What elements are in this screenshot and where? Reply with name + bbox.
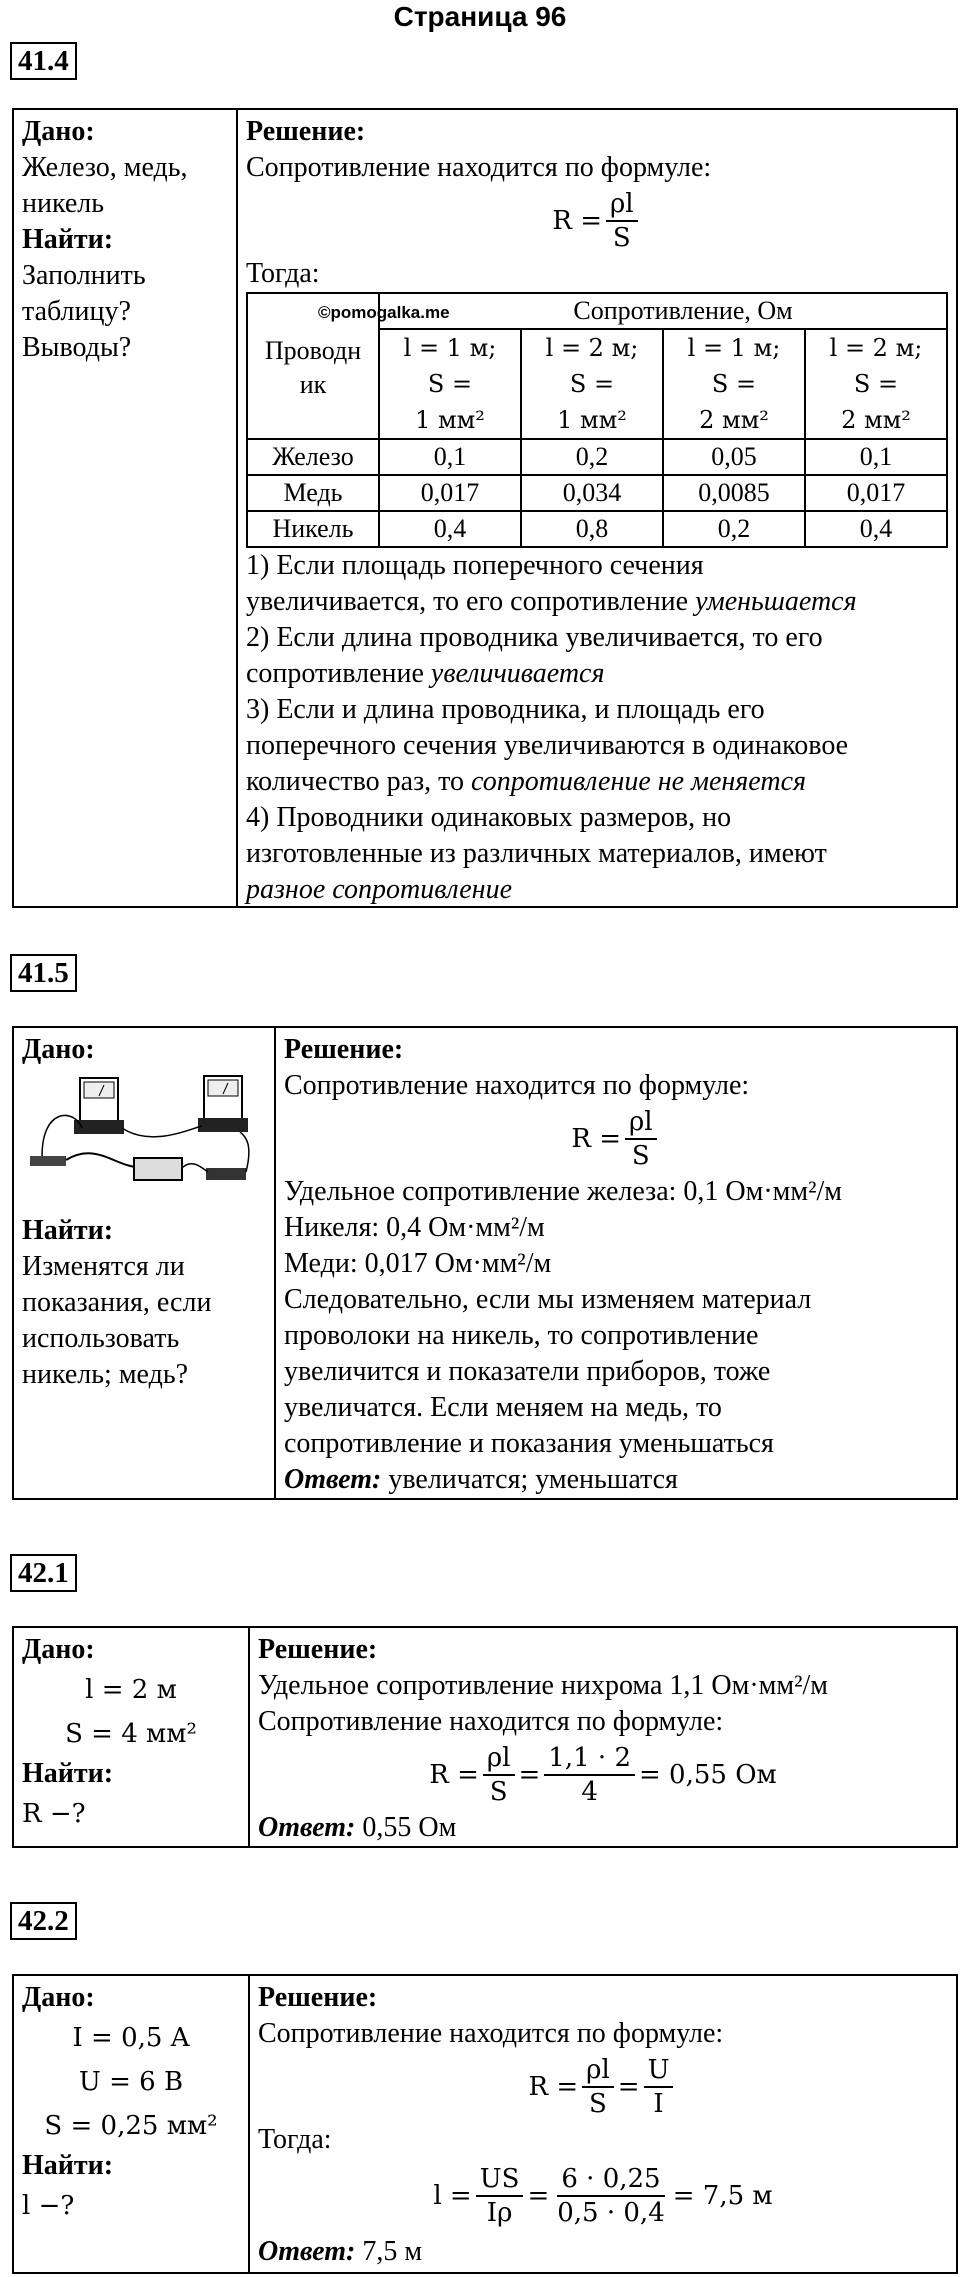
table-cell: 0,0085 [663,475,805,511]
conclusion-3-cont: поперечного сечения увеличиваются в одинаковое [246,730,849,761]
resistance-formula: R = $\frac{\rho l}{S}$ = $\frac{U}{I}$ [258,2052,948,2122]
circuit-illustration [22,1068,252,1208]
find-label: Найти: [22,2150,114,2181]
table-cell: 0,4 [379,511,521,547]
row-name: Железо [247,439,379,475]
solution-line: Меди: 0,017 Ом·мм²/м [284,1248,552,1279]
solution-line: Сопротивление находится по формуле: [258,1706,724,1737]
conductor-header-line: Проводн [264,336,362,365]
denominator: S [631,1141,650,1171]
answer-line [258,2234,948,2270]
table-cell: 0,017 [379,475,521,511]
given-current: I = 0,5 A [72,2023,190,2053]
task-number-41-4: 41.4 [10,42,77,80]
formula-lhs: R = [571,1124,622,1154]
page-title: Страница 96 [393,1,567,32]
formula-intro: Сопротивление находится по формуле: [258,2018,724,2049]
solution-column [250,1628,956,1846]
resistance-formula [284,1104,948,1174]
row-name: Никель [247,511,379,547]
fraction: $\frac{1,1 \cdot 2}{4}$ [544,1742,635,1808]
table-row [247,511,947,547]
find-label: Найти: [22,1215,114,1246]
given-column [14,110,238,906]
given-label: Дано: [22,116,95,147]
solution-column [276,1028,956,1498]
solution-line: Следовательно, если мы изменяем материал [284,1284,812,1315]
solution-label: Решение: [258,1634,378,1665]
conclusion-1: 1) Если площадь поперечного сечения [246,550,704,581]
find-label: Найти: [22,224,114,255]
calculation-formula: R = $\frac{\rho l}{S}$ = $\frac{1,1 \cdot 2}{4}$ = 0,55 Ом [429,1743,777,1807]
conductor-header-line: ик [299,370,327,399]
fraction: $\frac{\rho l}{S}$ [582,2054,614,2120]
conclusion-1-cont: увеличивается, то его сопротивление уменьшается [246,586,857,617]
answer-line [284,1462,948,1498]
column-header: l = 2 м; S = 2 мм² [805,329,947,439]
task-42-1-box [12,1626,958,1848]
given-column [14,1628,250,1846]
task-41-4-box [12,108,958,908]
given-area: S = 0,25 мм² [44,2111,218,2141]
fraction: $\frac{6 \cdot 0,25}{0,5 \cdot 0,4}$ [557,2164,665,2228]
solution-label: Решение: [258,1982,378,2013]
column-header: l = 1 м; S = 1 мм² [379,329,521,439]
answer-label: Ответ: [258,2236,356,2267]
answer-label: Ответ: [258,1812,356,1843]
conclusion-3: 3) Если и длина проводника, и площадь его [246,694,765,725]
table-cell: 0,05 [663,439,805,475]
fraction: $\frac{US}{I\rho}$ [476,2163,524,2229]
find-text: Заполнить [22,260,146,291]
table-cell: 0,8 [521,511,663,547]
group-header-text: Сопротивление, Ом [573,296,793,325]
solution-column [250,1976,956,2272]
numerator: ρl [625,1106,657,1140]
table-cell: 0,4 [805,511,947,547]
table-cell: 0,1 [379,439,521,475]
given-length: l = 2 м [85,1675,177,1705]
solution-line: Удельное сопротивление железа: 0,1 Ом·мм²/м [284,1176,842,1207]
column-header: l = 2 м; S = 1 мм² [521,329,663,439]
fraction [625,1106,657,1172]
given-label: Дано: [22,1982,95,2013]
formula-intro: Сопротивление находится по формуле: [284,1070,750,1101]
watermark: ©pomogalka.me [318,303,450,322]
then-label: Тогда: [246,258,320,289]
table-cell: 0,2 [663,511,805,547]
fraction: $\frac{U}{I}$ [644,2054,674,2120]
conclusion-3-cont: количество раз, то сопротивление не меняется [246,766,807,797]
row-name: Медь [247,475,379,511]
solution-label: Решение: [284,1034,404,1065]
answer-text: 7,5 м [355,2236,423,2267]
find-text: никель; медь? [22,1359,189,1390]
table-cell: 0,017 [805,475,947,511]
solution-line: проволоки на никель, то сопротивление [284,1320,759,1351]
resistance-table [246,292,948,548]
resistance-formula [246,186,948,256]
task-41-5-box [12,1026,958,1500]
find-text: использовать [22,1323,180,1354]
solution-label: Решение: [246,116,366,147]
conclusion-4-cont: изготовленные из различных материалов, имеют [246,838,827,869]
fraction [606,188,638,254]
answer-text: 0,55 Ом [355,1812,457,1843]
formula-lhs: R = [552,206,603,236]
table-row [247,439,947,475]
find-text: l −? [22,2191,75,2221]
numerator: ρl [606,188,638,222]
find-text: таблицу? [22,296,131,327]
given-voltage: U = 6 B [78,2067,184,2097]
given-label: Дано: [22,1034,95,1065]
conclusion-4-cont: разное сопротивление [246,874,512,905]
task-number-42-1: 42.1 [10,1554,77,1592]
given-column [14,1028,276,1498]
resistance-group-header [318,293,947,329]
fraction: $\frac{\rho l}{S}$ [483,1742,515,1808]
task-number-42-2: 42.2 [10,1902,77,1940]
find-text: Изменятся ли [22,1251,185,1282]
table-cell: 0,2 [521,439,663,475]
solution-line: Никеля: 0,4 Ом·мм²/м [284,1212,545,1243]
denominator: S [612,223,631,253]
given-area: S = 4 мм² [65,1719,197,1749]
task-42-2-box [12,1974,958,2274]
answer-label: Ответ: [284,1464,382,1495]
find-label: Найти: [22,1758,114,1789]
table-cell: 0,034 [521,475,663,511]
solution-line: Удельное сопротивление нихрома 1,1 Ом·мм²/м [258,1670,828,1701]
solution-line: сопротивление и показания уменьшаться [284,1428,774,1459]
conclusion-4: 4) Проводники одинаковых размеров, но [246,802,732,833]
given-label: Дано: [22,1634,95,1665]
calculation-formula: l = $\frac{US}{I\rho}$ = $\frac{6 \cdot 0,25}{0,5 \cdot 0,4}$ = 7,5 м [433,2164,773,2228]
given-text: никель [22,188,105,219]
solution-column [238,110,956,906]
column-header: l = 1 м; S = 2 мм² [663,329,805,439]
find-text: показания, если [22,1287,212,1318]
answer-text: увеличатся; уменьшатся [381,1464,678,1495]
table-cell: 0,1 [805,439,947,475]
task-number-41-5: 41.5 [10,954,77,992]
conclusion-2: 2) Если длина проводника увеличивается, то его [246,622,823,653]
given-text: Железо, медь, [22,152,188,183]
find-text: R −? [22,1799,86,1829]
solution-line: увеличится и показатели приборов, тоже [284,1356,771,1387]
then-label: Тогда: [258,2124,332,2155]
given-column [14,1976,250,2272]
table-row [247,475,947,511]
answer-line [258,1810,948,1846]
solution-line: увеличатся. Если меняем на медь, то [284,1392,722,1423]
conclusion-2-cont: сопротивление увеличивается [246,658,605,689]
find-text: Выводы? [22,332,132,363]
formula-intro: Сопротивление находится по формуле: [246,152,712,183]
